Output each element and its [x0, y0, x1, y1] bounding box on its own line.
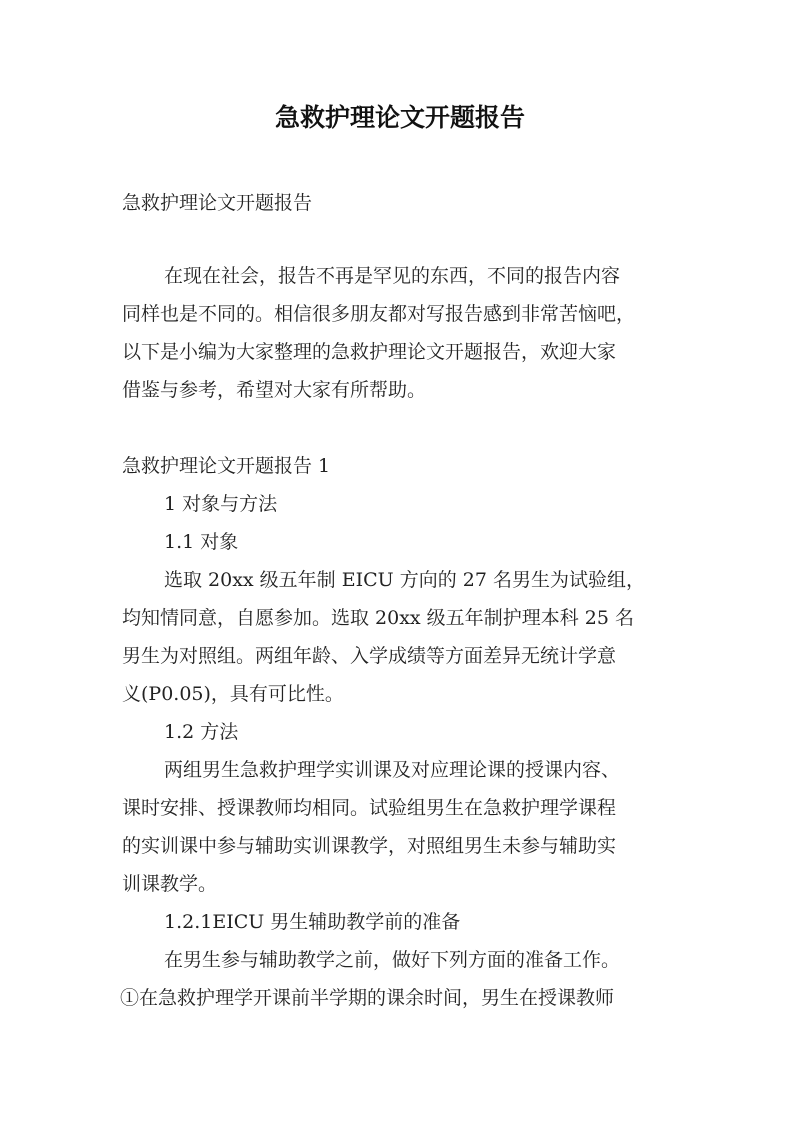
intro-line: 以下是小编为大家整理的急救护理论文开题报告，欢迎大家: [122, 341, 617, 363]
paragraph-line: 训课教学。: [122, 873, 218, 895]
intro-line: 在现在社会，报告不再是罕见的东西，不同的报告内容: [164, 265, 621, 287]
paragraph-line: ①在急救护理学开课前半学期的课余时间，男生在授课教师: [120, 987, 615, 1009]
section-heading: 急救护理论文开题报告 1: [122, 455, 331, 477]
heading-1-2-1: 1.2.1EICU 男生辅助教学前的准备: [164, 911, 461, 933]
document-title: 急救护理论文开题报告: [274, 103, 525, 132]
paragraph-line: 男生为对照组。两组年龄、入学成绩等方面差异无统计学意: [122, 645, 617, 667]
paragraph-line: 的实训课中参与辅助实训课教学，对照组男生未参与辅助实: [122, 835, 617, 857]
paragraph-line: 义(P0.05)，具有可比性。: [122, 683, 344, 705]
heading-1: 1 对象与方法: [164, 493, 278, 515]
paragraph-line: 课时安排、授课教师均相同。试验组男生在急救护理学课程: [122, 797, 617, 819]
intro-line: 同样也是不同的。相信很多朋友都对写报告感到非常苦恼吧，: [122, 303, 636, 325]
paragraph-line: 均知情同意，自愿参加。选取 20xx 级五年制护理本科 25 名: [122, 607, 634, 629]
document-subtitle: 急救护理论文开题报告: [122, 192, 313, 214]
paragraph-line: 在男生参与辅助教学之前，做好下列方面的准备工作。: [164, 949, 621, 971]
heading-1-1: 1.1 对象: [164, 531, 239, 553]
heading-1-2: 1.2 方法: [164, 721, 239, 743]
paragraph-line: 两组男生急救护理学实训课及对应理论课的授课内容、: [164, 759, 621, 781]
intro-line: 借鉴与参考，希望对大家有所帮助。: [122, 379, 427, 401]
paragraph-line: 选取 20xx 级五年制 EICU 方向的 27 名男生为试验组，: [164, 569, 645, 591]
